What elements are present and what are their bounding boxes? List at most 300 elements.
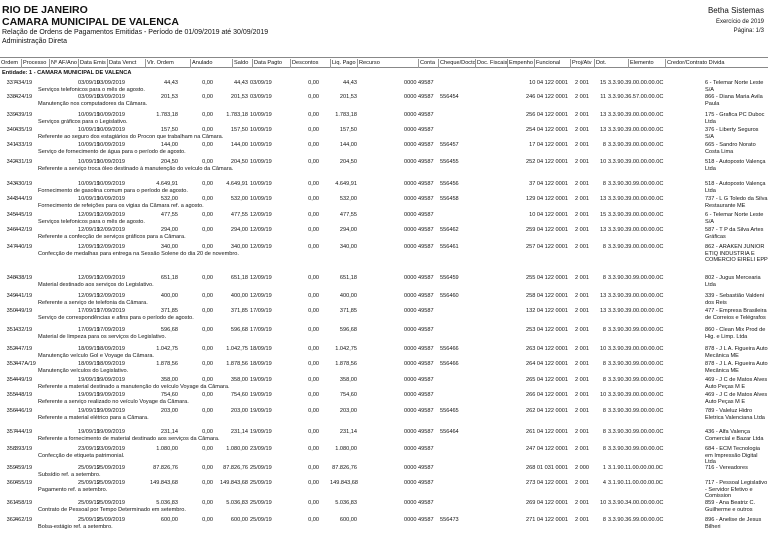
cell-venc: 10/09/2019 [97,127,125,133]
cell-dot: 1 [602,465,606,471]
cell-proc: 434/19 [15,80,33,86]
cell-elem: 3.3.90.30.99.00.00.0C [608,361,664,367]
cell-proc: 431/19 [15,159,33,165]
cell-conta: 0000 49587 [404,212,434,218]
cell-liq: 400,00 [339,293,357,299]
cell-emp: 273 04 122 0001 [526,480,568,486]
col-saldo: Saldo [234,60,249,66]
cell-emis: 19/09/19 [78,392,100,398]
cell-cheque: 556454 [440,94,459,100]
cell-dot: 8 [602,275,606,281]
cell-venc: 19/09/2019 [97,377,125,383]
cell-proc: 430/19 [15,181,33,187]
cell-emp: 264 04 122 0001 [526,361,568,367]
cell-saldo: 754,60 [230,392,248,398]
cell-liq: 294,00 [339,227,357,233]
cell-elem: 3.3.90.30.99.00.00.0C [608,408,664,414]
cell-proc: 442/19 [15,227,33,233]
cell-cheque: 556456 [440,181,459,187]
cell-desc: 0,00 [308,227,319,233]
cell-vlr: 87.826,76 [153,465,178,471]
cell-anul: 0,00 [202,465,213,471]
cell-venc: 18/09/2019 [97,361,125,367]
cell-anul: 0,00 [202,377,213,383]
cell-cheque: 556455 [440,159,459,165]
cell-saldo: 1.878,56 [226,361,248,367]
cell-proj: 2 001 [575,361,589,367]
cell-emis: 25/09/19 [78,480,100,486]
cell-dpag: 25/09/19 [250,517,272,523]
cell-emis: 25/09/19 [78,500,100,506]
cell-elem: 3.1.90.11.00.00.00.0C [608,480,663,486]
cell-emis: 12/09/19 [78,212,100,218]
cell-desc: 0,00 [308,308,319,314]
cell-liq: 4.649,91 [335,181,357,187]
cell-cred: 859 - Ana Beatriz C. Guilherme e outros [705,500,756,513]
cell-emp: 253 04 122 0001 [526,327,568,333]
cell-emp: 132 04 122 0001 [526,308,568,314]
cell-cred: 175 - Grafica PC Duboc Ltda [705,112,765,125]
cell-cred: 878 - J L A. Figueira Auto Mecânica ME [705,361,768,374]
cell-liq: 532,00 [339,196,357,202]
cell-saldo: 294,00 [230,227,248,233]
cell-anul: 0,00 [202,480,213,486]
cell-emis: 12/09/19 [78,275,100,281]
cell-emp: 269 04 122 0001 [526,500,568,506]
cell-dot: 13 [600,112,607,118]
cell-elem: 3.3.90.34.00.00.00.0C [608,500,664,506]
cell-historico: Material destinado aos serviços do Legislativo. [38,282,154,288]
cell-dpag: 25/09/19 [250,500,272,506]
cell-conta: 0000 49587 [404,112,434,118]
cell-venc: 10/09/2019 [97,181,125,187]
cell-elem: 3.3.90.39.00.00.00.0C [608,392,664,398]
cell-proj: 2 001 [575,429,589,435]
cell-proc: 455/19 [15,480,33,486]
cell-conta: 0000 49587 [404,227,434,233]
cell-saldo: 44,43 [234,80,248,86]
cell-proc: 447/19 [15,346,33,352]
cell-cred: 436 - Alfa Valença Comercial e Bazar Ltda [705,429,764,442]
cell-anul: 0,00 [202,327,213,333]
cell-emp: 10 04 122 0001 [529,80,568,86]
cell-conta: 0000 49587 [404,377,434,383]
cell-liq: 5.036,83 [335,500,357,506]
cell-saldo: 1.080,00 [226,446,248,452]
cell-proj: 2 001 [575,196,589,202]
cell-desc: 0,00 [308,244,319,250]
cell-anul: 0,00 [202,408,213,414]
cell-cheque: 556466 [440,361,459,367]
cell-conta: 0000 49587 [404,127,434,133]
cell-ordem: 357 [6,429,16,435]
cell-historico: Pagamento ref. a setembro. [38,487,108,493]
cell-cred: 896 - Anelise de Jesus Bilheri [705,517,762,530]
cell-desc: 0,00 [308,142,319,148]
cell-vlr: 294,00 [160,227,178,233]
cell-desc: 0,00 [308,159,319,165]
cell-conta: 0000 49587 [404,465,434,471]
cell-dot: 10 [600,159,607,165]
cell-dot: 8 [602,142,606,148]
cell-dot: 13 [600,227,607,233]
cell-emp: 246 04 122 0001 [526,94,568,100]
cell-dot: 8 [602,446,606,452]
cell-desc: 0,00 [308,293,319,299]
cell-emp: 129 04 122 0001 [526,196,568,202]
cell-emis: 03/09/19 [78,94,100,100]
cell-ordem: 349 [6,293,16,299]
cell-liq: 358,00 [339,377,357,383]
cell-dot: 13 [600,308,607,314]
cell-proc: 449/19 [15,308,33,314]
cell-desc: 0,00 [308,346,319,352]
cell-anul: 0,00 [202,196,213,202]
cell-proc: 445/19 [15,212,33,218]
cell-cred: 518 - Autoposto Valença Ltda [705,181,766,194]
cell-proj: 2 001 [575,244,589,250]
cell-emp: 266 04 122 0001 [526,392,568,398]
cell-dpag: 12/09/19 [250,275,272,281]
cell-proj: 2 000 [575,465,589,471]
cell-saldo: 532,00 [230,196,248,202]
cell-historico: Serviços gráficos para o Legislativo. [38,119,128,125]
cell-historico: Fornecimento de refeições para os vigias da Câmara ref. a agosto. [38,203,204,209]
cell-desc: 0,00 [308,446,319,452]
cell-saldo: 157,50 [230,127,248,133]
cell-anul: 0,00 [202,429,213,435]
cell-ordem: 344 [6,196,16,202]
cell-historico: Serviço de fornecimento de água para o período de agosto. [38,149,186,155]
cell-emis: 10/09/19 [78,159,100,165]
col-doc-fiscais: Doc. Fiscais [477,60,508,66]
cell-conta: 0000 49587 [404,446,434,452]
cell-emp: 271 04 122 0001 [526,517,568,523]
cell-anul: 0,00 [202,361,213,367]
cell-anul: 0,00 [202,275,213,281]
cell-elem: 3.3.90.39.00.00.00.0C [608,80,664,86]
cell-venc: 10/09/2019 [97,159,125,165]
cell-conta: 0000 49587 [404,142,434,148]
cell-emis: 10/09/19 [78,196,100,202]
cell-vlr: 201,53 [160,94,178,100]
cell-elem: 3.3.90.30.99.00.00.0C [608,429,664,435]
cell-desc: 0,00 [308,275,319,281]
col-cheque: Cheque/Docto [440,60,476,66]
cell-desc: 0,00 [308,127,319,133]
cell-dot: 11 [600,94,606,100]
cell-venc: 25/09/2019 [97,517,125,523]
cell-emis: 10/09/19 [78,127,100,133]
cell-saldo: 651,18 [230,275,248,281]
cell-vlr: 1.783,18 [156,112,178,118]
cell-dot: 8 [602,429,606,435]
state-name: RIO DE JANEIRO [2,4,88,16]
cell-dpag: 19/09/19 [250,377,272,383]
cell-emp: 261 04 122 0001 [526,429,568,435]
cell-historico: Referente a material elétrico para a Câmara. [38,415,149,421]
col-data-venct: Data Venct [109,60,137,66]
cell-liq: 203,00 [339,408,357,414]
cell-historico: Referente a confecção de serviços gráficos para a Câmara. [38,234,186,240]
cell-anul: 0,00 [202,308,213,314]
cell-elem: 3.3.90.36.99.00.00.0C [608,517,664,523]
cell-venc: 25/09/2019 [97,500,125,506]
cell-proc: 444/19 [15,429,33,435]
cell-conta: 0000 49587 [404,500,434,506]
fiscal-year: Exercício de 2019 [715,19,764,25]
cell-dot: 10 [600,346,607,352]
cell-dot: 4 [602,480,606,486]
entity-name: CAMARA MUNICIPAL DE VALENCA [2,16,179,28]
cell-ordem: 337 [6,80,16,86]
cell-elem: 3.3.90.39.00.00.00.0C [608,308,664,314]
cell-elem: 3.1.90.11.00.00.00.0C [608,465,663,471]
cell-ordem: 359 [6,465,16,471]
cell-liq: 157,50 [339,127,357,133]
cell-cred: 737 - L G Toledo da Silva Restaurante ME [705,196,768,209]
cell-emis: 19/09/19 [78,408,100,414]
cell-proj: 2 001 [575,517,589,523]
cell-emp: 252 04 122 0001 [526,159,568,165]
col-dot: Dot. [596,60,607,66]
cell-dpag: 10/09/19 [250,112,272,118]
cell-liq: 204,50 [339,159,357,165]
cell-elem: 3.3.90.36.57.00.00.0C [608,94,664,100]
cell-emis: 10/09/19 [78,142,100,148]
cell-cheque: 556461 [440,244,459,250]
col-credor: Credor/Contrato Dívida [667,60,725,66]
cell-historico: Serviço de correspondências e afins para o período de agosto. [38,315,194,321]
cell-dpag: 12/09/19 [250,244,272,250]
cell-dot: 8 [602,327,606,333]
cell-cheque: 556465 [440,408,459,414]
col-liq-pago: Liq. Pago [332,60,356,66]
col-processo: Processo [23,60,47,66]
cell-desc: 0,00 [308,361,319,367]
cell-emis: 17/09/19 [78,327,100,333]
cell-vlr: 149.843,68 [150,480,178,486]
cell-elem: 3.3.90.30.99.00.00.0C [608,446,664,452]
cell-dpag: 10/09/19 [250,127,272,133]
cell-liq: 1.878,56 [335,361,357,367]
entity-label: Entidade: 1 - CAMARA MUNICIPAL DE VALENCA [2,70,132,76]
cell-anul: 0,00 [202,227,213,233]
cell-vlr: 754,60 [160,392,178,398]
cell-conta: 0000 49587 [404,480,434,486]
col-data-emis: Data Emis [80,60,106,66]
cell-elem: 3.3.90.39.00.00.00.0C [608,227,664,233]
cell-historico: Referente ao seguro dos estagiários do Procon que trabalham na Câmara. [38,134,224,140]
cell-cred: 587 - T P da Silva Artes Gráficas [705,227,764,240]
cell-emp: 263 04 122 0001 [526,346,568,352]
cell-historico: Confecção de medalhas para entrega na Sessão Solene do dia 20 de novembro. [38,251,239,257]
cell-desc: 0,00 [308,112,319,118]
cell-desc: 0,00 [308,212,319,218]
cell-saldo: 87.826,76 [223,465,248,471]
cell-venc: 23/09/2019 [97,446,125,452]
cell-liq: 651,18 [339,275,357,281]
cell-conta: 0000 49587 [404,327,434,333]
cell-emis: 12/09/19 [78,244,100,250]
cell-vlr: 1.878,56 [156,361,178,367]
cell-dpag: 25/09/19 [250,465,272,471]
cell-liq: 340,00 [339,244,357,250]
cell-proj: 2 001 [575,142,589,148]
cell-liq: 231,14 [339,429,357,435]
cell-conta: 0000 49587 [404,275,434,281]
cell-emp: 268 01 031 0001 [526,465,568,471]
cell-liq: 44,43 [343,80,357,86]
cell-emp: 37 04 122 0001 [529,181,568,187]
cell-proj: 2 001 [575,308,589,314]
cell-desc: 0,00 [308,181,319,187]
cell-elem: 3.3.90.30.99.00.00.0C [608,275,664,281]
cell-proj: 2 001 [575,94,589,100]
cell-desc: 0,00 [308,196,319,202]
cell-vlr: 1.042,75 [156,346,178,352]
cell-cred: 878 - J L A. Figueira Auto Mecânica ME [705,346,768,359]
page-number: Página: 1/3 [733,28,764,34]
cell-cred: 717 - Pessoal Legislativo - Servidor Efetivo e Comission [705,480,768,499]
cell-emis: 10/09/19 [78,181,100,187]
cell-ordem: 350 [6,308,16,314]
cell-saldo: 5.036,83 [226,500,248,506]
cell-venc: 03/09/2019 [97,80,125,86]
cell-venc: 10/09/2019 [97,142,125,148]
cell-dot: 13 [600,196,607,202]
cell-venc: 17/09/2019 [97,308,125,314]
cell-historico: Confecção de etiqueta patrimonial. [38,453,125,459]
cell-ordem: 345 [6,212,16,218]
cell-vlr: 204,50 [160,159,178,165]
cell-proj: 2 001 [575,159,589,165]
cell-vlr: 144,00 [160,142,178,148]
cell-saldo: 358,00 [230,377,248,383]
cell-conta: 0000 49587 [404,293,434,299]
cell-elem: 3.3.90.30.99.00.00.0C [608,327,664,333]
cell-anul: 0,00 [202,127,213,133]
cell-venc: 12/09/2019 [97,244,125,250]
col-elemento: Elemento [630,60,654,66]
cell-dot: 8 [602,181,606,187]
cell-cheque: 556473 [440,517,459,523]
cell-dpag: 10/09/19 [250,142,272,148]
cell-historico: Referente a serviço de telefonia da Câmara. [38,300,148,306]
cell-ordem: 358 [6,446,16,452]
cell-dot: 8 [602,361,606,367]
cell-saldo: 4.649,91 [226,181,248,187]
cell-cheque: 556457 [440,142,459,148]
cell-emis: 18/09/19 [78,346,100,352]
cell-cheque: 556459 [440,275,459,281]
cell-desc: 0,00 [308,327,319,333]
cell-dot: 8 [602,408,606,414]
cell-emis: 19/09/19 [78,429,100,435]
cell-historico: Referente a material destinado a manutenção do veículo Voyage da Câmara. [38,384,230,390]
cell-historico: Manutenção nos computadores da Câmara. [38,101,148,107]
cell-venc: 18/09/2019 [97,346,125,352]
system-name: Betha Sistemas [707,6,764,15]
cell-venc: 12/09/2019 [97,293,125,299]
cell-desc: 0,00 [308,480,319,486]
cell-venc: 12/09/2019 [97,227,125,233]
cell-anul: 0,00 [202,212,213,218]
cell-proc: 424/19 [15,94,33,100]
cell-proc: 344/19 [15,196,33,202]
cell-anul: 0,00 [202,244,213,250]
cell-desc: 0,00 [308,94,319,100]
cell-emis: 25/09/19 [78,517,100,523]
cell-elem: 3.3.90.39.00.00.00.0C [608,159,664,165]
cell-proc: 446/19 [15,408,33,414]
cell-liq: 600,00 [339,517,357,523]
cell-desc: 0,00 [308,500,319,506]
cell-dpag: 17/09/19 [250,327,272,333]
cell-vlr: 1.080,00 [156,446,178,452]
cell-ordem: 354 [6,377,16,383]
cell-proc: 447A/19 [15,361,36,367]
cell-cred: 339 - Sebastião Valdeni dos Reis [705,293,764,306]
col-empenho: Empenho [509,60,533,66]
cell-cheque: 556460 [440,293,459,299]
cell-dot: 15 [600,212,607,218]
cell-proj: 2 001 [575,346,589,352]
col-recurso: Recurso [359,60,380,66]
cell-proj: 2 001 [575,181,589,187]
col-data-pagto: Data Pagto [254,60,282,66]
cell-historico: Serviços telefonicos para o mês de agosto. [38,87,145,93]
cell-ordem: 341 [6,142,16,148]
cell-historico: Manutenção veículo Gol e Voyage da Câmara. [38,353,154,359]
cell-dpag: 12/09/19 [250,227,272,233]
cell-ordem: 340 [6,127,16,133]
cell-historico: Referente a serviço troca óleo destinado à manutenção do veículo da Câmara. [38,166,234,172]
cell-historico: Referente a fornecimento de material destinado aos serviços da Câmara. [38,436,220,442]
cell-cred: 6 - Telemar Norte Leste S/A [705,80,764,93]
cell-cred: 860 - Clean Mix Prod de Hig. e Limp. Ltda [705,327,766,340]
cell-proj: 2 001 [575,275,589,281]
cell-cheque: 556462 [440,227,459,233]
cell-emp: 257 04 122 0001 [526,244,568,250]
cell-cred: 802 - Jugus Mercearia Ltda [705,275,761,288]
cell-emp: 262 04 122 0001 [526,408,568,414]
cell-vlr: 358,00 [160,377,178,383]
cell-conta: 0000 49587 [404,517,434,523]
cell-elem: 3.3.90.39.00.00.00.0C [608,196,664,202]
cell-liq: 1.080,00 [335,446,357,452]
cell-vlr: 4.649,91 [156,181,178,187]
cell-anul: 0,00 [202,517,213,523]
cell-emp: 255 04 122 0001 [526,275,568,281]
cell-cheque: 556464 [440,429,459,435]
cell-desc: 0,00 [308,377,319,383]
cell-historico: Serviços telefonicos para o mês de agosto. [38,219,145,225]
cell-venc: 19/09/2019 [97,392,125,398]
cell-liq: 144,00 [339,142,357,148]
cell-venc: 03/09/2019 [97,94,125,100]
cell-anul: 0,00 [202,346,213,352]
cell-cheque: 556458 [440,196,459,202]
cell-dot: 13 [600,127,607,133]
cell-saldo: 1.042,75 [226,346,248,352]
cell-vlr: 5.036,83 [156,500,178,506]
cell-elem: 3.3.90.39.00.00.00.0C [608,142,664,148]
report-header-right [708,6,764,35]
cell-cred: 469 - J C de Matos Alves Auto Peças M E [705,377,768,390]
cell-conta: 0000 49587 [404,408,434,414]
cell-dot: 15 [600,80,607,86]
